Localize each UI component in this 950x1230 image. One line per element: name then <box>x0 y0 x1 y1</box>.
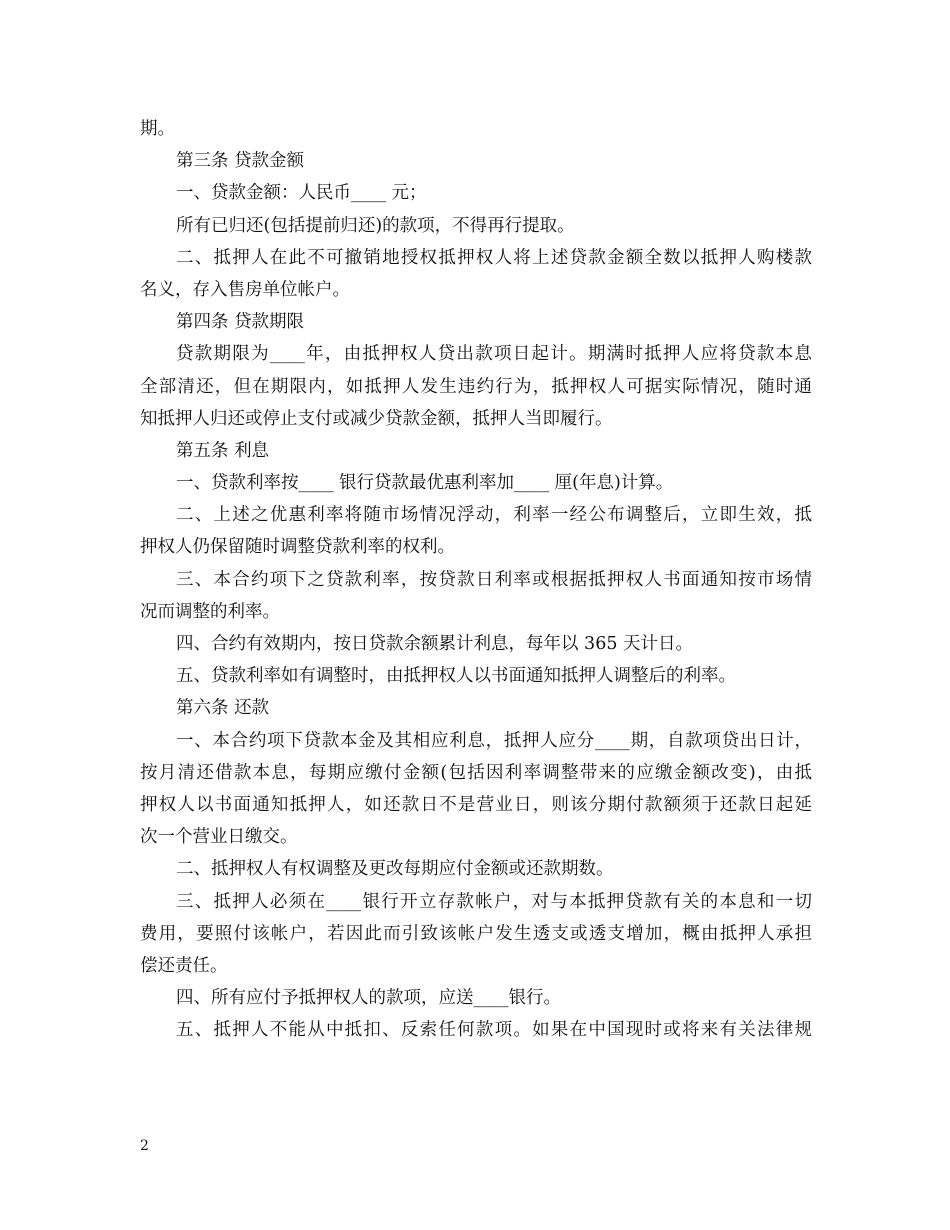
text-line: 全部清还，但在期限内，如抵押人发生违约行为，抵押权人可据实际情况，随时通 <box>140 376 812 397</box>
text-line: 第六条 还款 <box>176 698 270 719</box>
text-line: 五、贷款利率如有调整时，由抵押权人以书面通知抵押人调整后的利率。 <box>176 666 736 687</box>
text-line: 二、上述之优惠利率将随市场情况浮动，利率一经公布调整后，立即生效，抵 <box>176 505 812 526</box>
text-line: 一、本合约项下贷款本金及其相应利息，抵押人应分____期，自款项贷出日计， <box>176 730 812 751</box>
text-line: 三、抵押人必须在____银行开立存款帐户，对与本抵押贷款有关的本息和一切 <box>176 891 812 912</box>
text-line: 押权人以书面通知抵押人，如还款日不是营业日，则该分期付款额须于还款日起延 <box>140 794 812 815</box>
text-line: 二、抵押权人有权调整及更改每期应付金额或还款期数。 <box>176 859 614 880</box>
text-line: 二、抵押人在此不可撤销地授权抵押权人将上述贷款金额全数以抵押人购楼款 <box>176 247 812 268</box>
text-line: 四、所有应付予抵押权人的款项，应送____银行。 <box>176 988 561 1009</box>
text-line: 名义，存入售房单位帐户。 <box>140 279 350 300</box>
text-line: 况而调整的利率。 <box>140 601 280 622</box>
text-line: 期。 <box>140 119 175 139</box>
text-line: 一、贷款金额：人民币____ 元； <box>176 183 427 204</box>
text-line: 四、合约有效期内，按日贷款余额累计利息，每年以 365 天计日。 <box>176 634 694 654</box>
page-number: 2 <box>140 1138 149 1154</box>
text-line: 偿还责任。 <box>140 955 228 976</box>
text-line: 按月清还借款本息，每期应缴付金额(包括因利率调整带来的应缴金额改变)，由抵 <box>140 762 812 783</box>
text-line: 一、贷款利率按____ 银行贷款最优惠利率加____ 厘(年息)计算。 <box>176 473 674 494</box>
text-line: 第五条 利息 <box>176 440 270 461</box>
contract-body-text <box>140 113 812 1046</box>
text-line: 知抵押人归还或停止支付或减少贷款金额，抵押人当即履行。 <box>140 408 613 429</box>
text-line: 押权人仍保留随时调整贷款利率的权利。 <box>140 537 455 558</box>
text-line: 三、本合约项下之贷款利率，按贷款日利率或根据抵押权人书面通知按市场情 <box>176 569 812 590</box>
text-line: 所有已归还(包括提前归还)的款项，不得再行提取。 <box>176 215 575 236</box>
text-line: 贷款期限为____年，由抵押权人贷出款项日起计。期满时抵押人应将贷款本息 <box>176 344 812 365</box>
text-line: 第四条 贷款期限 <box>176 312 305 333</box>
text-line: 费用，要照付该帐户，若因此而引致该帐户发生透支或透支增加，概由抵押人承担 <box>140 923 812 944</box>
text-line: 第三条 贷款金额 <box>176 151 305 172</box>
text-line: 次一个营业日缴交。 <box>140 827 298 848</box>
text-line: 五、抵押人不能从中抵扣、反索任何款项。如果在中国现时或将来有关法律规 <box>176 1020 812 1041</box>
